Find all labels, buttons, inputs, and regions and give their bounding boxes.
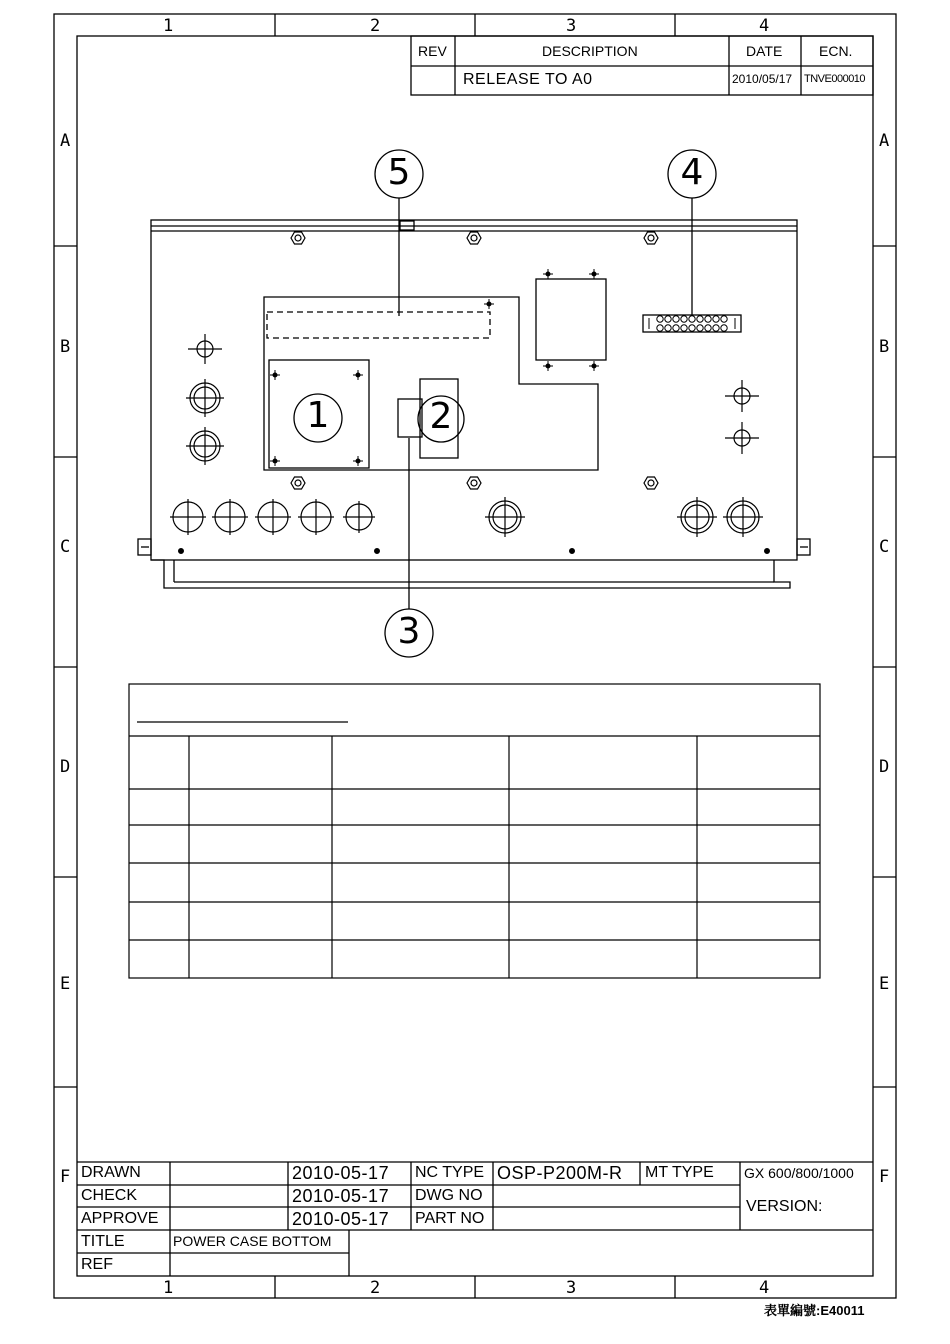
- zone-col-4-bottom: 4: [759, 1278, 770, 1298]
- power-case-outline: [138, 220, 810, 588]
- balloon-2: 2: [429, 396, 453, 437]
- zone-row-f-right: F: [879, 1167, 890, 1187]
- holes: [170, 334, 763, 537]
- zone-row-d-right: D: [879, 757, 890, 777]
- rev-header: REV: [418, 43, 447, 59]
- zone-row-e-left: E: [60, 974, 71, 994]
- terminal-pins: [649, 316, 735, 331]
- zone-row-f-left: F: [60, 1167, 71, 1187]
- description-header: DESCRIPTION: [542, 43, 638, 59]
- check-date: 2010-05-17: [292, 1186, 390, 1206]
- balloon-4: 4: [680, 152, 704, 193]
- zone-row-a-right: A: [879, 131, 890, 151]
- revision-description: RELEASE TO A0: [463, 71, 593, 88]
- mounting-plate: [264, 297, 598, 470]
- dwg-no-label: DWG NO: [415, 1187, 483, 1204]
- zone-row-c-right: C: [879, 537, 890, 557]
- ecn-header: ECN.: [819, 43, 853, 59]
- zone-row-a-left: A: [60, 131, 71, 151]
- balloon-3: 3: [397, 611, 421, 652]
- zone-row-b-left: B: [60, 337, 71, 357]
- terminal-strip-dashed: [267, 312, 490, 338]
- title-value: POWER CASE BOTTOM: [173, 1233, 332, 1249]
- zone-row-d-left: D: [60, 757, 71, 777]
- ref-label: REF: [81, 1256, 113, 1273]
- check-label: CHECK: [81, 1187, 138, 1204]
- zone-col-2-top: 2: [370, 16, 381, 36]
- mt-type-value: GX 600/800/1000: [744, 1165, 854, 1181]
- zone-row-e-right: E: [879, 974, 890, 994]
- nc-type-label: NC TYPE: [415, 1164, 485, 1181]
- part-no-label: PART NO: [415, 1210, 485, 1227]
- inner-border: [77, 36, 873, 1276]
- zone-col-3-top: 3: [566, 16, 577, 36]
- zone-col-4-top: 4: [759, 16, 770, 36]
- parts-list-table: [129, 684, 820, 978]
- revision-ecn: TNVE000010: [804, 73, 866, 85]
- drawn-date: 2010-05-17: [292, 1163, 390, 1183]
- zone-row-c-left: C: [60, 537, 71, 557]
- revision-date: 2010/05/17: [732, 72, 793, 86]
- upper-right-module: [536, 279, 606, 360]
- balloon-5: 5: [387, 152, 411, 193]
- approve-date: 2010-05-17: [292, 1209, 390, 1229]
- date-header: DATE: [746, 43, 783, 59]
- drawn-label: DRAWN: [81, 1164, 141, 1181]
- nc-type-value: OSP-P200M-R: [497, 1163, 623, 1183]
- approve-label: APPROVE: [81, 1210, 159, 1227]
- zone-col-2-bottom: 2: [370, 1278, 381, 1298]
- balloon-1: 1: [306, 395, 330, 436]
- outer-frame: [54, 14, 896, 1298]
- zone-row-b-right: B: [879, 337, 890, 357]
- zone-col-1-top: 1: [163, 16, 174, 36]
- title-label: TITLE: [81, 1233, 125, 1250]
- version-label: VERSION:: [746, 1198, 823, 1215]
- mt-type-label: MT TYPE: [645, 1164, 714, 1181]
- form-code: 表單編號:E40011: [764, 1303, 865, 1318]
- zone-col-3-bottom: 3: [566, 1278, 577, 1298]
- zone-col-1-bottom: 1: [163, 1278, 174, 1298]
